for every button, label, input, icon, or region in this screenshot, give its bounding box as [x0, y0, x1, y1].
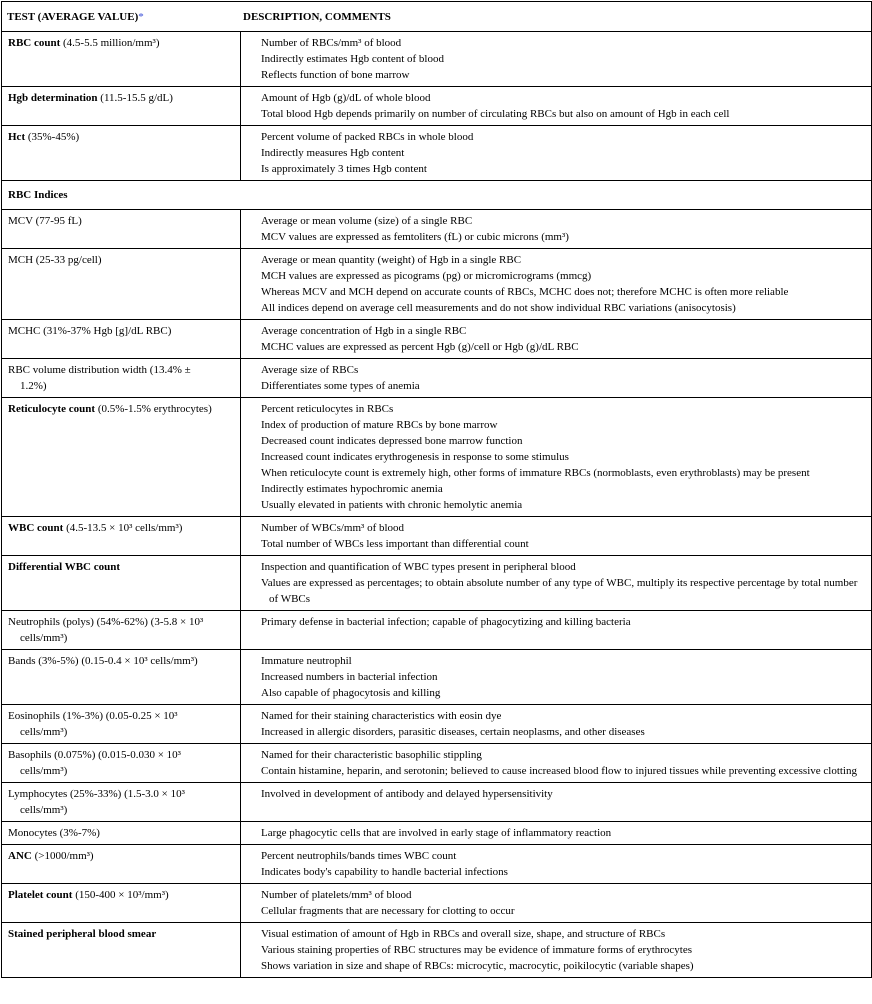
- description-line: Decreased count indicates depressed bone marrow function: [261, 435, 523, 447]
- test-cell: [2, 249, 241, 319]
- description-line: Contain histamine, heparin, and serotonin; believed to cause increased blood flow to injured tissues while preventing excessive clotting: [261, 765, 857, 777]
- table-row: [2, 822, 871, 845]
- table-row: [2, 744, 871, 783]
- section-header: RBC Indices: [2, 181, 871, 210]
- test-range: (4.5-5.5 million/mm³): [63, 37, 160, 49]
- test-name-continued: 1.2%): [20, 380, 47, 392]
- description-cell: [241, 126, 871, 180]
- test-cell: [2, 884, 241, 922]
- table-row: [2, 517, 871, 556]
- test-name: MCV (77-95 fL): [8, 215, 82, 227]
- description-cell: [241, 517, 871, 555]
- table-row: [2, 126, 871, 181]
- description-line: Involved in development of antibody and delayed hypersensitivity: [261, 788, 553, 800]
- description-cell: [241, 744, 871, 782]
- test-name-continued: cells/mm³): [20, 632, 68, 644]
- table-row: [2, 359, 871, 398]
- description-line: Indicates body's capability to handle bacterial infections: [261, 866, 508, 878]
- table-row: [2, 783, 871, 822]
- description-line: Total number of WBCs less important than differential count: [261, 538, 529, 550]
- table-row: [2, 320, 871, 359]
- description-line: Named for their staining characteristics with eosin dye: [261, 710, 502, 722]
- test-cell: [2, 845, 241, 883]
- table-row: [2, 249, 871, 320]
- description-cell: [241, 705, 871, 743]
- description-line: MCHC values are expressed as percent Hgb (g)/cell or Hgb (g)/dL RBC: [261, 341, 579, 353]
- test-name: Stained peripheral blood smear: [8, 928, 157, 940]
- description-line: Visual estimation of amount of Hgb in RBCs and overall size, shape, and structure of RBCs: [261, 928, 666, 940]
- description-line: Is approximately 3 times Hgb content: [261, 163, 427, 175]
- description-line: Number of WBCs/mm³ of blood: [261, 522, 405, 534]
- description-line: Index of production of mature RBCs by bone marrow: [261, 419, 498, 431]
- description-line: Inspection and quantification of WBC types present in peripheral blood: [261, 561, 576, 573]
- description-line: Indirectly measures Hgb content: [261, 147, 405, 159]
- description-cell: [241, 845, 871, 883]
- test-name: Reticulocyte count: [8, 403, 96, 415]
- test-name: MCH (25-33 pg/cell): [8, 254, 102, 266]
- description-line: Cellular fragments that are necessary for clotting to occur: [261, 905, 515, 917]
- description-line: Average or mean quantity (weight) of Hgb in a single RBC: [261, 254, 522, 266]
- table-row: [2, 556, 871, 611]
- footnote-marker[interactable]: *: [138, 10, 144, 23]
- test-range: (0.5%-1.5% erythrocytes): [97, 403, 212, 415]
- test-name-continued: cells/mm³): [20, 765, 68, 777]
- description-line: Whereas MCV and MCH depend on accurate counts of RBCs, MCHC does not; therefore MCHC is often more reliable: [261, 286, 789, 298]
- description-line: MCV values are expressed as femtoliters (fL) or cubic microns (mm³): [261, 231, 569, 243]
- test-name: Eosinophils (1%-3%) (0.05-0.25 × 10³: [8, 710, 178, 722]
- test-cell: [2, 517, 241, 555]
- test-name: WBC count: [8, 522, 64, 534]
- description-line: Large phagocytic cells that are involved in early stage of inflammatory reaction: [261, 827, 612, 839]
- description-line: Percent neutrophils/bands times WBC count: [261, 850, 457, 862]
- test-name: Platelet count: [8, 889, 73, 901]
- test-cell: [2, 923, 241, 977]
- description-line: Values are expressed as percentages; to obtain absolute number of any type of WBC, multiply its respective percentage by total number of WBCs: [261, 577, 858, 605]
- description-line: Usually elevated in patients with chronic hemolytic anemia: [261, 499, 523, 511]
- description-line: Percent reticulocytes in RBCs: [261, 403, 394, 415]
- description-line: Immature neutrophil: [261, 655, 352, 667]
- header-test-label: TEST (AVERAGE VALUE): [7, 10, 139, 23]
- test-cell: [2, 783, 241, 821]
- header-description-column: DESCRIPTION, COMMENTS: [243, 10, 391, 23]
- description-line: Number of platelets/mm³ of blood: [261, 889, 412, 901]
- description-line: Increased in allergic disorders, parasitic diseases, certain neoplasms, and other diseases: [261, 726, 645, 738]
- description-line: Total blood Hgb depends primarily on number of circulating RBCs but also on amount of Hgb in each cell: [261, 108, 730, 120]
- description-line: Indirectly estimates Hgb content of blood: [261, 53, 444, 65]
- table-row: [2, 398, 871, 517]
- table-row: [2, 87, 871, 126]
- description-cell: [241, 923, 871, 977]
- test-name: Bands (3%-5%) (0.15-0.4 × 10³ cells/mm³): [8, 655, 198, 667]
- table-row: [2, 210, 871, 249]
- description-cell: [241, 822, 871, 844]
- table-row: [2, 650, 871, 705]
- test-name: Hgb determination: [8, 92, 98, 104]
- test-cell: [2, 320, 241, 358]
- description-line: Amount of Hgb (g)/dL of whole blood: [261, 92, 431, 104]
- description-line: Average size of RBCs: [261, 364, 359, 376]
- description-line: When reticulocyte count is extremely high, other forms of immature RBCs (normoblasts, even erythroblasts) may be present: [261, 467, 810, 479]
- description-line: Shows variation in size and shape of RBCs: microcytic, macrocytic, poikilocytic (variable shapes): [261, 960, 694, 972]
- blood-tests-table: [1, 1, 872, 978]
- description-line: Number of RBCs/mm³ of blood: [261, 37, 402, 49]
- test-name: Monocytes (3%-7%): [8, 827, 100, 839]
- description-cell: [241, 884, 871, 922]
- test-name: Differential WBC count: [8, 561, 121, 573]
- header-test-column: [2, 11, 239, 23]
- test-name: Hct: [8, 131, 26, 143]
- table-body: [2, 32, 871, 978]
- test-cell: [2, 87, 241, 125]
- test-name-continued: cells/mm³): [20, 804, 68, 816]
- description-cell: [241, 611, 871, 649]
- table-header: [2, 2, 871, 32]
- table-row: [2, 32, 871, 87]
- test-range: (150-400 × 10³/mm³): [75, 889, 169, 901]
- table-row: [2, 705, 871, 744]
- test-range: (>1000/mm³): [34, 850, 94, 862]
- test-name: Neutrophils (polys) (54%-62%) (3-5.8 × 10³: [8, 616, 204, 628]
- description-line: Also capable of phagocytosis and killing: [261, 687, 441, 699]
- test-cell: [2, 32, 241, 86]
- description-line: Increased count indicates erythrogenesis in response to some stimulus: [261, 451, 569, 463]
- test-range: (35%-45%): [27, 131, 80, 143]
- test-cell: [2, 126, 241, 180]
- test-cell: [2, 650, 241, 704]
- description-cell: [241, 650, 871, 704]
- description-cell: [241, 556, 871, 610]
- test-name: RBC count: [8, 37, 61, 49]
- description-line: Named for their characteristic basophilic stippling: [261, 749, 482, 761]
- description-cell: [241, 398, 871, 516]
- description-line: Indirectly estimates hypochromic anemia: [261, 483, 443, 495]
- table-row: [2, 611, 871, 650]
- test-cell: [2, 556, 241, 610]
- test-cell: [2, 398, 241, 516]
- description-line: Average concentration of Hgb in a single RBC: [261, 325, 467, 337]
- description-line: All indices depend on average cell measurements and do not show individual RBC variations (anisocytosis): [261, 302, 736, 314]
- table-row: [2, 923, 871, 978]
- test-cell: [2, 611, 241, 649]
- test-name-continued: cells/mm³): [20, 726, 68, 738]
- test-cell: [2, 705, 241, 743]
- description-line: Reflects function of bone marrow: [261, 69, 410, 81]
- description-line: Percent volume of packed RBCs in whole blood: [261, 131, 474, 143]
- description-line: Various staining properties of RBC structures may be evidence of immature forms of erythrocytes: [261, 944, 693, 956]
- test-cell: [2, 822, 241, 844]
- description-cell: [241, 783, 871, 821]
- description-cell: [241, 32, 871, 86]
- description-cell: [241, 320, 871, 358]
- table-row: [2, 845, 871, 884]
- description-line: Average or mean volume (size) of a single RBC: [261, 215, 473, 227]
- description-line: Differentiates some types of anemia: [261, 380, 420, 392]
- description-line: Primary defense in bacterial infection; capable of phagocytizing and killing bacteria: [261, 616, 631, 628]
- table-row: [2, 884, 871, 923]
- description-cell: [241, 359, 871, 397]
- description-cell: [241, 249, 871, 319]
- test-range: (11.5-15.5 g/dL): [100, 92, 173, 104]
- description-cell: [241, 210, 871, 248]
- test-cell: [2, 744, 241, 782]
- test-name: Basophils (0.075%) (0.015-0.030 × 10³: [8, 749, 181, 761]
- test-name: MCHC (31%-37% Hgb [g]/dL RBC): [8, 325, 172, 337]
- test-name: RBC volume distribution width (13.4% ±: [8, 364, 191, 376]
- description-line: MCH values are expressed as picograms (pg) or micromicrograms (mmcg): [261, 270, 592, 282]
- description-cell: [241, 87, 871, 125]
- test-range: (4.5-13.5 × 10³ cells/mm³): [66, 522, 183, 534]
- test-cell: [2, 359, 241, 397]
- test-cell: [2, 210, 241, 248]
- test-name: Lymphocytes (25%-33%) (1.5-3.0 × 10³: [8, 788, 185, 800]
- test-name: ANC: [8, 850, 32, 862]
- description-line: Increased numbers in bacterial infection: [261, 671, 438, 683]
